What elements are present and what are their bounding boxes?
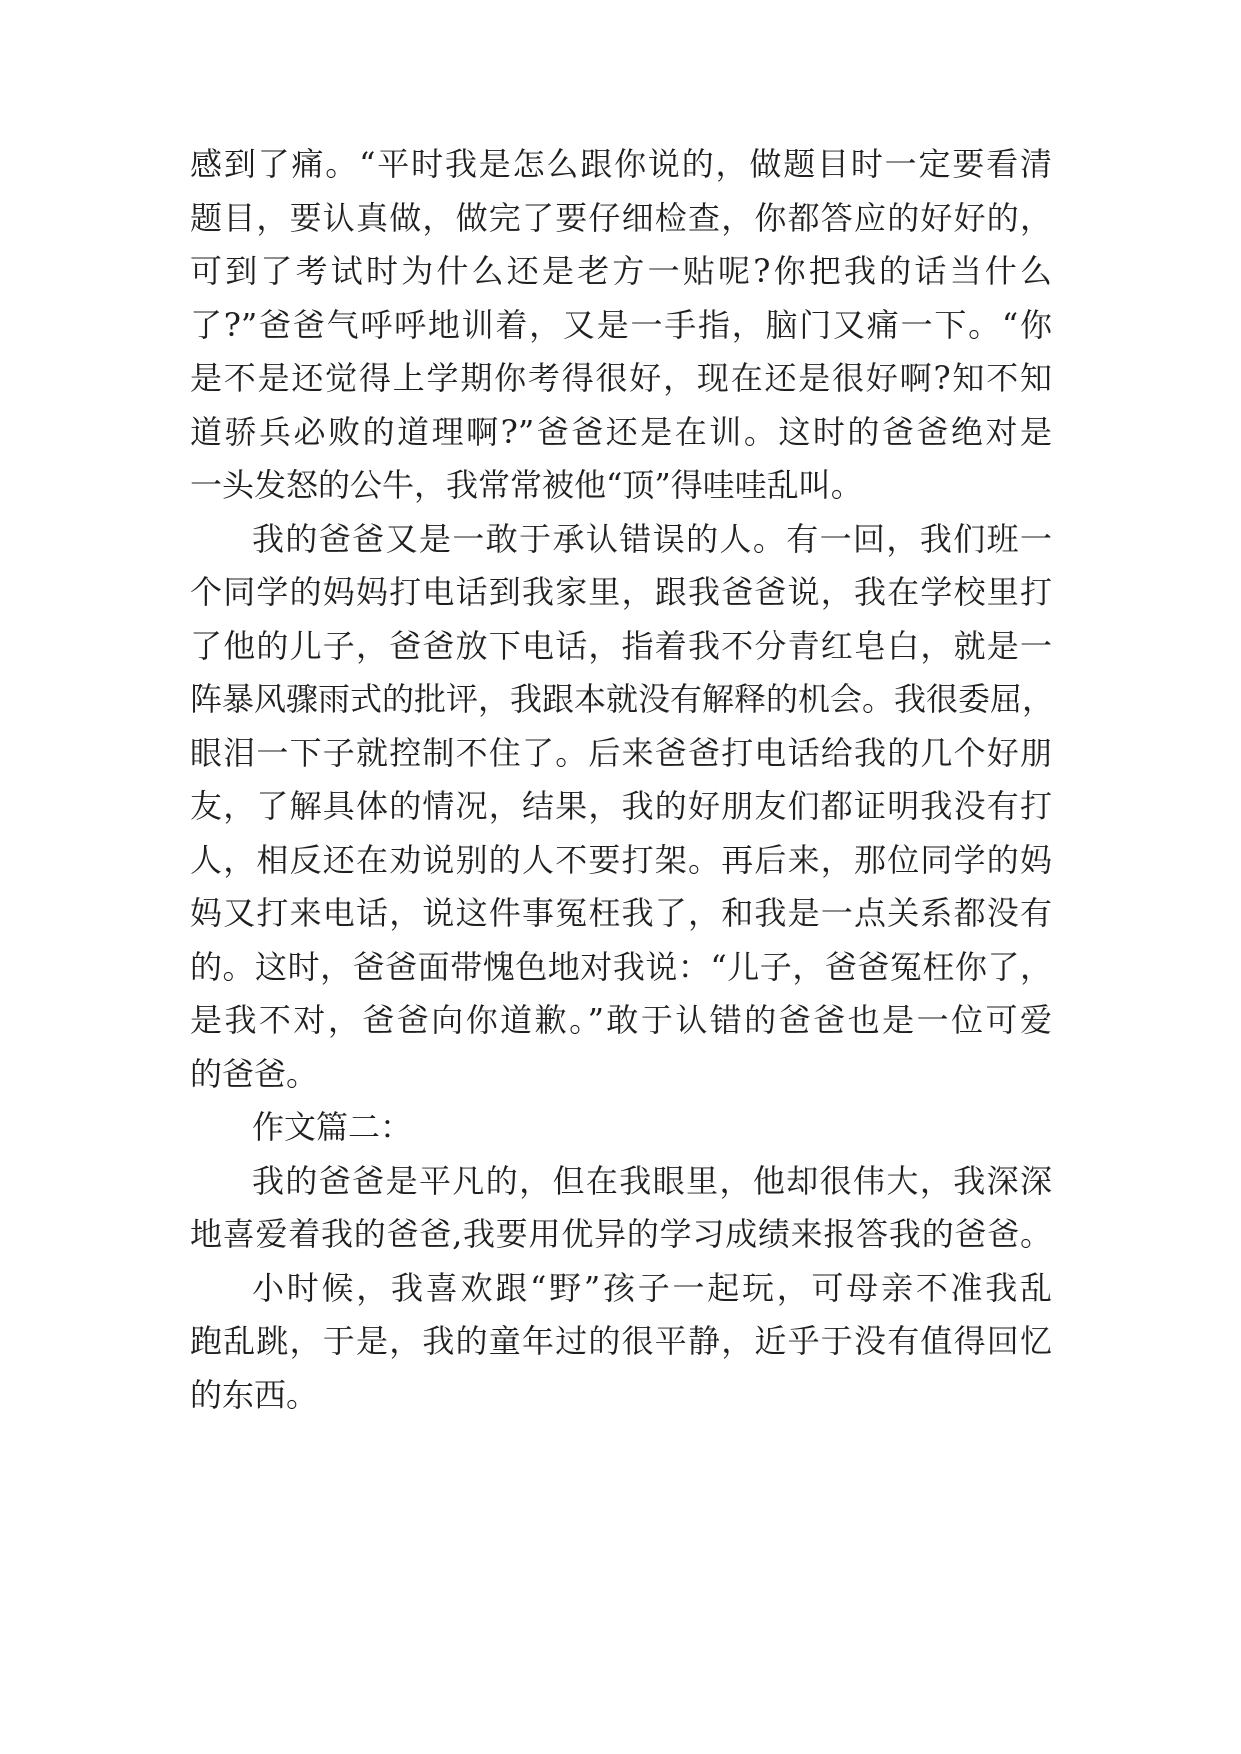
text-line: 的爸爸。 (190, 1054, 319, 1093)
text-line: 了?”爸爸气呼呼地训着，又是一手指，脑门又痛一下。“你 (190, 305, 1052, 344)
text-line: 的东西。 (190, 1375, 319, 1414)
text-line: 道骄兵必败的道理啊?”爸爸还是在训。这时的爸爸绝对是 (190, 412, 1052, 451)
text-line: 是不是还觉得上学期你考得很好，现在还是很好啊?知不知 (190, 359, 1052, 397)
paragraph (190, 513, 1055, 1102)
paragraph (190, 1262, 1052, 1423)
text-line: 可到了考试时为什么还是老方一贴呢?你把我的话当什么 (190, 252, 1052, 290)
text-line: 小时候，我喜欢跟“野”孩子一起玩，可母亲不准我乱 (252, 1268, 1052, 1307)
section-heading (190, 1101, 1052, 1155)
text-line: 我的爸爸又是一敢于承认错误的人。有一回，我们班一 (252, 519, 1052, 558)
text-line: 阵暴风骤雨式的批评，我跟本就没有解释的机会。我很委屈， (190, 680, 1055, 718)
paragraph (190, 138, 1052, 513)
text-line: 个同学的妈妈打电话到我家里，跟我爸爸说，我在学校里打 (190, 573, 1052, 611)
text-line: 感到了痛。“平时我是怎么跟你说的，做题目时一定要看清 (190, 145, 1052, 183)
text-line: 我的爸爸是平凡的，但在我眼里，他却很伟大，我深深 (252, 1161, 1052, 1200)
text-line: 友，了解具体的情况，结果，我的好朋友们都证明我没有打 (190, 787, 1052, 825)
text-line: 一头发怒的公牛，我常常被他“顶”得哇哇乱叫。 (190, 466, 863, 504)
text-line: 跑乱跳，于是，我的童年过的很平静，近乎于没有值得回忆 (190, 1322, 1052, 1360)
text-line: 妈又打来电话，说这件事冤枉我了，和我是一点关系都没有 (190, 894, 1052, 932)
text-line: 了他的儿子，爸爸放下电话，指着我不分青红皂白，就是一 (190, 626, 1052, 665)
text-line: 题目，要认真做，做完了要仔细检查，你都答应的好好的， (190, 198, 1052, 237)
text-line: 是我不对，爸爸向你道歉。”敢于认错的爸爸也是一位可爱 (190, 1001, 1052, 1039)
text-line: 作文篇二： (252, 1108, 413, 1146)
text-line: 眼泪一下子就控制不住了。后来爸爸打电话给我的几个好朋 (190, 733, 1052, 772)
text-line: 的。这时，爸爸面带愧色地对我说：“儿子，爸爸冤枉你了， (190, 947, 1052, 986)
paragraph (190, 1155, 1052, 1262)
text-line: 人，相反还在劝说别的人不要打架。再后来，那位同学的妈 (190, 840, 1052, 879)
body-text (190, 138, 1055, 1422)
text-line: 地喜爱着我的爸爸,我要用优异的学习成绩来报答我的爸爸。 (190, 1215, 1052, 1253)
